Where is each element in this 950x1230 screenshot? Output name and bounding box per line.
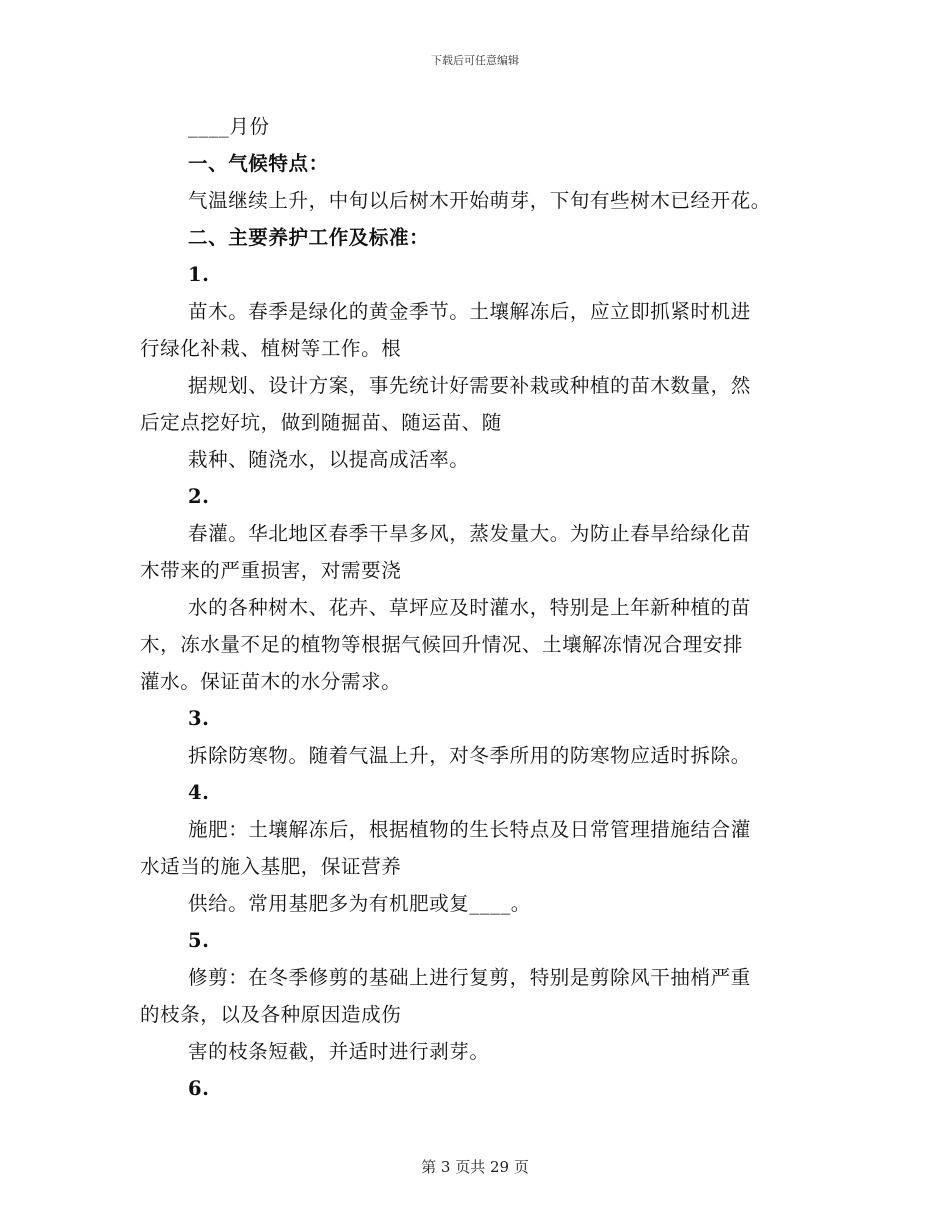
paragraph-line: 据规划、设计方案，事先统计好需要补栽或种植的苗木数量，然 — [188, 374, 751, 397]
paragraph-line: 供给。常用基肥多为有机肥或复____。 — [188, 892, 531, 915]
section-heading: 5. — [188, 929, 210, 952]
paragraph-line: ____月份 — [188, 115, 270, 138]
paragraph-line: 修剪：在冬季修剪的基础上进行复剪，特别是剪除风干抽梢严重 — [188, 966, 751, 989]
section-heading: 4. — [188, 781, 210, 804]
paragraph-line: 的枝条，以及各种原因造成伤 — [140, 1003, 402, 1026]
paragraph-line: 水适当的施入基肥，保证营养 — [140, 855, 402, 878]
paragraph-line: 后定点挖好坑，做到随掘苗、随运苗、随 — [140, 411, 502, 434]
paragraph-line: 水的各种树木、花卉、草坪应及时灌水，特别是上年新种植的苗 — [188, 596, 751, 619]
paragraph-line: 苗木。春季是绿化的黄金季节。土壤解冻后，应立即抓紧时机进 — [188, 300, 751, 323]
paragraph-line: 灌水。保证苗木的水分需求。 — [140, 670, 402, 693]
paragraph-line: 木，冻水量不足的植物等根据气候回升情况、土壤解冻情况合理安排 — [140, 633, 744, 656]
paragraph-line: 害的枝条短截，并适时进行剥芽。 — [188, 1040, 490, 1063]
paragraph-line: 气温继续上升，中旬以后树木开始萌芽，下旬有些树木已经开花。 — [188, 189, 771, 212]
paragraph-line: 木带来的严重损害，对需要浇 — [140, 559, 402, 582]
paragraph-line: 春灌。华北地区春季干旱多风，蒸发量大。为防止春旱给绿化苗 — [188, 522, 751, 545]
section-heading: 2. — [188, 485, 210, 508]
section-heading: 1. — [188, 263, 210, 286]
section-heading: 一、气候特点： — [188, 152, 329, 175]
paragraph-line: 栽种、随浇水，以提高成活率。 — [188, 448, 470, 471]
section-heading: 3. — [188, 707, 210, 730]
section-heading: 二、主要养护工作及标准： — [188, 226, 430, 249]
page-footer: 第 3 页共 29 页 — [421, 1158, 529, 1176]
paragraph-line: 拆除防寒物。随着气温上升，对冬季所用的防寒物应适时拆除。 — [188, 744, 751, 767]
paragraph-line: 施肥：土壤解冻后，根据植物的生长特点及日常管理措施结合灌 — [188, 818, 751, 841]
paragraph-line: 行绿化补栽、植树等工作。根 — [140, 337, 402, 360]
section-heading: 6. — [188, 1077, 210, 1100]
page-header: 下载后可任意编辑 — [431, 54, 519, 67]
document-body — [140, 108, 800, 1107]
